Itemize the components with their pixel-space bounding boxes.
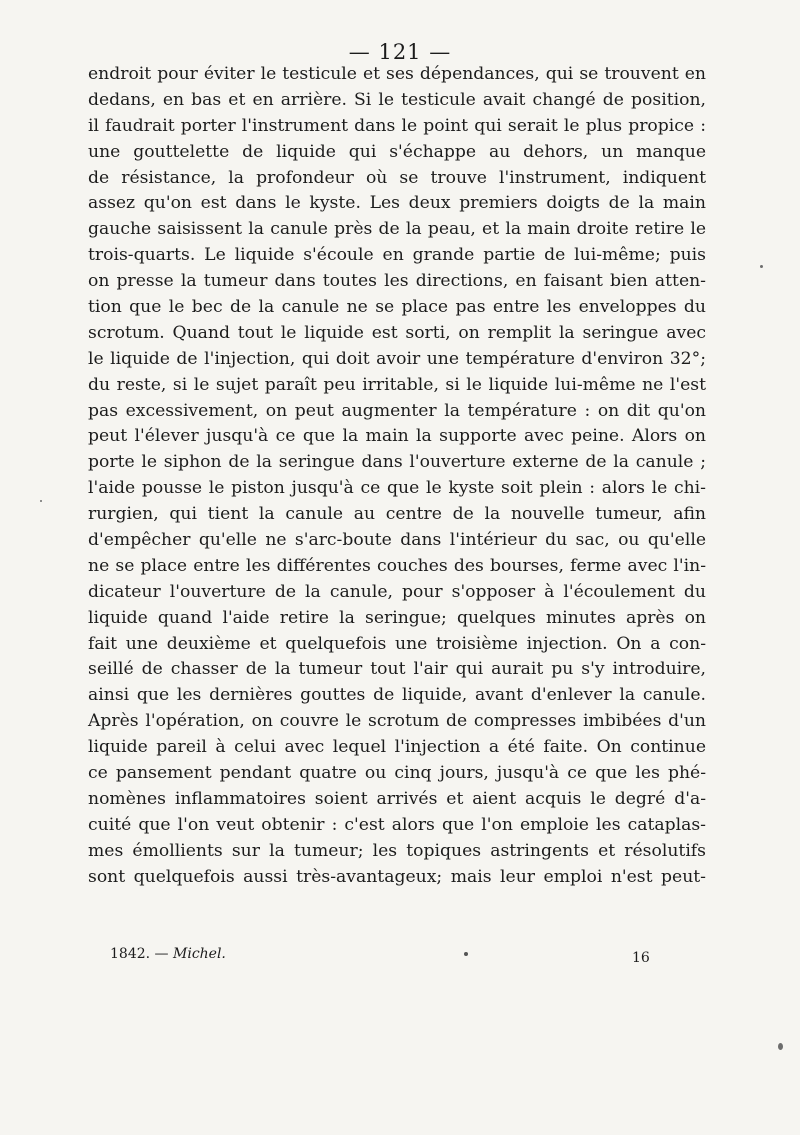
text-line: endroit pour éviter le testicule et ses dépendances, qui se trouvent en xyxy=(88,64,706,84)
text-line: dedans, en bas et en arrière. Si le testicule avait changé de position, xyxy=(88,89,706,110)
text-line: on presse la tumeur dans toutes les directions, en faisant bien atten- xyxy=(88,271,706,292)
text-line: une gouttelette de liquide qui s'échappe au dehors, un manque xyxy=(88,141,706,162)
text-line: ainsi que les dernières gouttes de liquide, avant d'enlever la canule. xyxy=(88,685,706,706)
text-line: dicateur l'ouverture de la canule, pour s'opposer à l'écoulement du xyxy=(88,581,706,602)
page-number: — 121 — xyxy=(348,40,452,64)
text-line: pas excessivement, on peut augmenter la température : on dit qu'on xyxy=(88,400,706,421)
footer-dot xyxy=(464,952,468,956)
footer-year: 1842. xyxy=(110,946,151,962)
text-line: gauche saisissent la canule près de la peau, et la main droite retire le xyxy=(88,219,706,240)
text-line: l'aide pousse le piston jusqu'à ce que le kyste soit plein : alors le chi- xyxy=(88,478,706,499)
text-line: peut l'élever jusqu'à ce que la main la supporte avec peine. Alors on xyxy=(88,426,706,447)
text-line: le liquide de l'injection, qui doit avoir une température d'environ 32°; xyxy=(88,348,706,369)
footer-author: Michel. xyxy=(173,946,226,962)
text-line: cuité que l'on veut obtenir : c'est alors que l'on emploie les cataplas- xyxy=(88,814,706,835)
text-line: d'empêcher qu'elle ne s'arc-boute dans l'intérieur du sac, ou qu'elle xyxy=(88,530,706,551)
text-line: rurgien, qui tient la canule au centre de la nouvelle tumeur, afin xyxy=(88,504,706,525)
text-line: Après l'opération, on couvre le scrotum de compresses imbibées d'un xyxy=(88,711,706,732)
text-line: liquide quand l'aide retire la seringue; quelques minutes après on xyxy=(88,607,706,628)
page-footer xyxy=(110,946,650,970)
text-line: tion que le bec de la canule ne se place pas entre les enveloppes du xyxy=(88,297,706,318)
text-line: fait une deuxième et quelquefois une troisième injection. On a con- xyxy=(88,633,706,654)
footer-separator: — xyxy=(154,946,169,962)
text-line: liquide pareil à celui avec lequel l'injection a été faite. On continue xyxy=(88,737,706,758)
text-line: ne se place entre les différentes couches des bourses, ferme avec l'in- xyxy=(88,555,706,576)
paper-speck xyxy=(760,265,763,268)
text-line: scrotum. Quand tout le liquide est sorti, on remplit la seringue avec xyxy=(88,322,706,343)
text-line: ce pansement pendant quatre ou cinq jours, jusqu'à ce que les phé- xyxy=(88,763,706,784)
footer-imprint xyxy=(110,946,226,962)
text-line: il faudrait porter l'instrument dans le point qui serait le plus propice : xyxy=(88,115,706,136)
text-line: de résistance, la profondeur où se trouve l'instrument, indiquent xyxy=(88,167,706,188)
text-line: sont quelquefois aussi très-avantageux; mais leur emploi n'est peut- xyxy=(88,866,706,887)
text-line: du reste, si le sujet paraît peu irritable, si le liquide lui-même ne l'est xyxy=(88,374,706,395)
paper-speck xyxy=(778,1043,783,1050)
text-line: assez qu'on est dans le kyste. Les deux premiers doigts de la main xyxy=(88,193,706,214)
text-line: porte le siphon de la seringue dans l'ouverture externe de la canule ; xyxy=(88,452,706,473)
paper-speck xyxy=(40,500,42,502)
text-line: mes émollients sur la tumeur; les topiques astringents et résolutifs xyxy=(88,840,706,861)
body-text xyxy=(88,62,706,891)
signature-mark: 16 xyxy=(632,950,650,966)
text-line: nomènes inflammatoires soient arrivés et aient acquis le degré d'a- xyxy=(88,788,706,809)
text-line: seillé de chasser de la tumeur tout l'air qui aurait pu s'y introduire, xyxy=(88,659,706,680)
text-line: trois-quarts. Le liquide s'écoule en grande partie de lui-même; puis xyxy=(88,245,706,266)
